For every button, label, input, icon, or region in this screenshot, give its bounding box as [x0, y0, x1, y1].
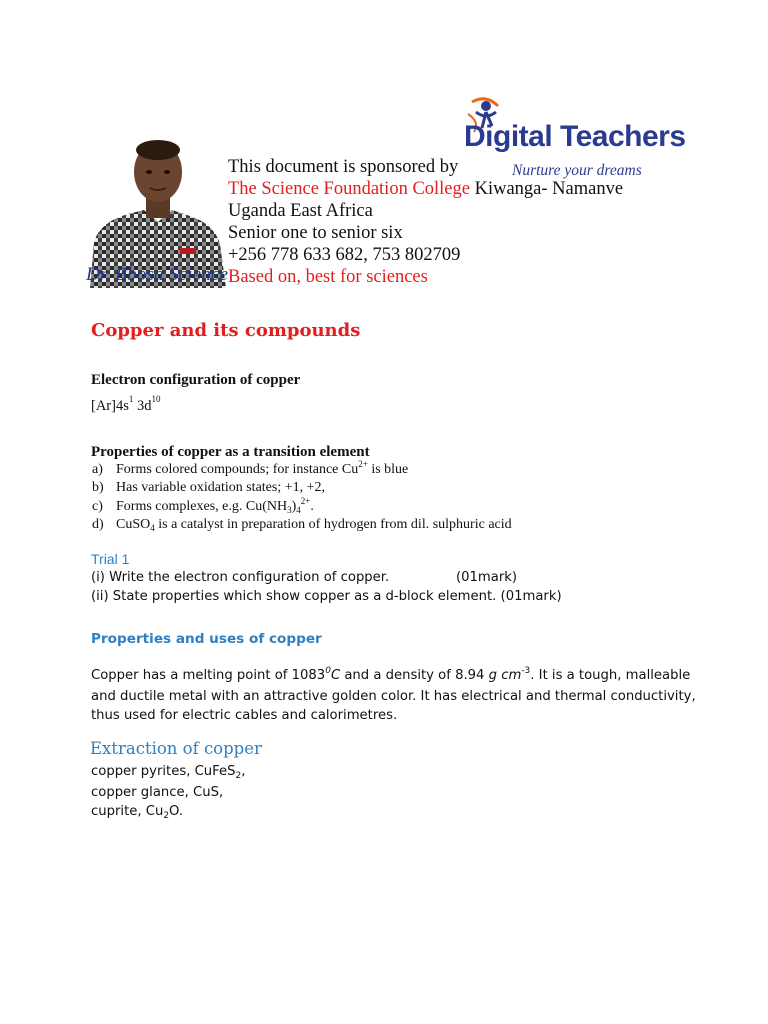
- list-label: d): [92, 516, 104, 532]
- ores-list: [91, 762, 245, 823]
- text-part: and a density of 8.94: [340, 668, 489, 683]
- trial-heading: Trial 1: [91, 551, 130, 567]
- sponsor-slogan: Based on, best for sciences: [228, 267, 428, 287]
- text-sup: 2+: [358, 459, 368, 469]
- text-sub: 3: [287, 504, 292, 515]
- text-sub: 2: [235, 771, 242, 781]
- paragraph-line: thus used for electric cables and calorimetres.: [91, 708, 398, 723]
- text-part: .: [310, 498, 314, 514]
- text-part: C: [330, 668, 341, 683]
- electron-config-heading: Electron configuration of copper: [91, 372, 301, 388]
- text-part: O.: [169, 804, 184, 819]
- sponsor-banner: [86, 92, 686, 298]
- text-part: is a catalyst in preparation of hydrogen from dil. sulphuric acid: [154, 516, 512, 532]
- sponsor-line: Senior one to senior six: [228, 223, 403, 243]
- text-part: g cm: [488, 668, 522, 683]
- list-text: [116, 516, 512, 534]
- electron-config-value: [91, 394, 161, 415]
- logo-tagline: Nurture your dreams: [512, 162, 642, 179]
- config-sup: 1: [128, 394, 134, 404]
- paragraph-line: [91, 666, 691, 687]
- sponsor-phone: +256 778 633 682, 753 802709: [228, 245, 461, 265]
- list-text: [116, 461, 408, 479]
- trial-question-1: (i) Write the electron configuration of copper.: [91, 570, 390, 585]
- properties-heading: Properties of copper as a transition element: [91, 444, 370, 460]
- text-sub: 4: [150, 522, 155, 533]
- config-base: [Ar]4s: [91, 398, 129, 414]
- text-sup: 2+: [300, 495, 311, 506]
- extraction-heading: Extraction of copper: [90, 739, 262, 758]
- trial-question-1-mark: (01mark): [456, 570, 518, 585]
- sponsor-line: Uganda East Africa: [228, 201, 373, 221]
- text-part: Forms complexes, e.g. Cu(NH: [116, 498, 288, 514]
- text-sup: 0: [325, 666, 331, 676]
- text-part: Copper has a melting point of 1083: [91, 668, 326, 683]
- text-sup: -3: [521, 666, 531, 676]
- list-item: [92, 516, 512, 534]
- properties-list: [92, 461, 512, 534]
- config-sup: 10: [151, 394, 161, 404]
- college-location: Kiwanga- Namanve: [469, 179, 624, 199]
- page-title: Copper and its compounds: [91, 320, 361, 341]
- text-part: . It is a tough, malleable: [530, 668, 691, 683]
- list-item: [92, 495, 512, 516]
- text-part: CuSO: [116, 516, 151, 532]
- text-sub: 2: [163, 811, 170, 821]
- paragraph-line: and ductile metal with an attractive golden color. It has electrical and thermal conductivity,: [91, 689, 696, 704]
- list-label: c): [92, 498, 103, 514]
- text-part: cuprite, Cu: [91, 804, 164, 819]
- ore-item: copper glance, CuS,: [91, 785, 224, 800]
- list-label: b): [92, 480, 104, 496]
- list-item: [92, 479, 512, 497]
- list-text: [116, 495, 314, 516]
- text-part: ): [291, 498, 297, 514]
- text-sub: 4: [296, 504, 301, 515]
- college-name: The Science Foundation College: [228, 179, 470, 199]
- list-label: a): [92, 462, 103, 477]
- list-item: [92, 461, 512, 479]
- sponsor-line: This document is sponsored by: [228, 157, 459, 177]
- config-mid: 3d: [133, 398, 152, 414]
- trial-question-2: (ii) State properties which show copper as a d-block element. (01mark): [91, 589, 562, 604]
- uses-paragraph: [91, 666, 696, 725]
- logo-title: Digital Teachers: [464, 120, 686, 153]
- signature-text: Dr. Bbosa Science: [86, 264, 229, 285]
- uses-heading: Properties and uses of copper: [91, 631, 322, 647]
- text-part: copper pyrites, CuFeS: [91, 764, 236, 779]
- text-part: ,: [241, 764, 246, 779]
- list-text: Has variable oxidation states; +1, +2,: [116, 480, 326, 496]
- text-part: Forms colored compounds; for instance Cu: [116, 462, 359, 477]
- text-part: is blue: [367, 462, 409, 477]
- ore-item: [91, 762, 245, 783]
- ore-item: [91, 802, 245, 823]
